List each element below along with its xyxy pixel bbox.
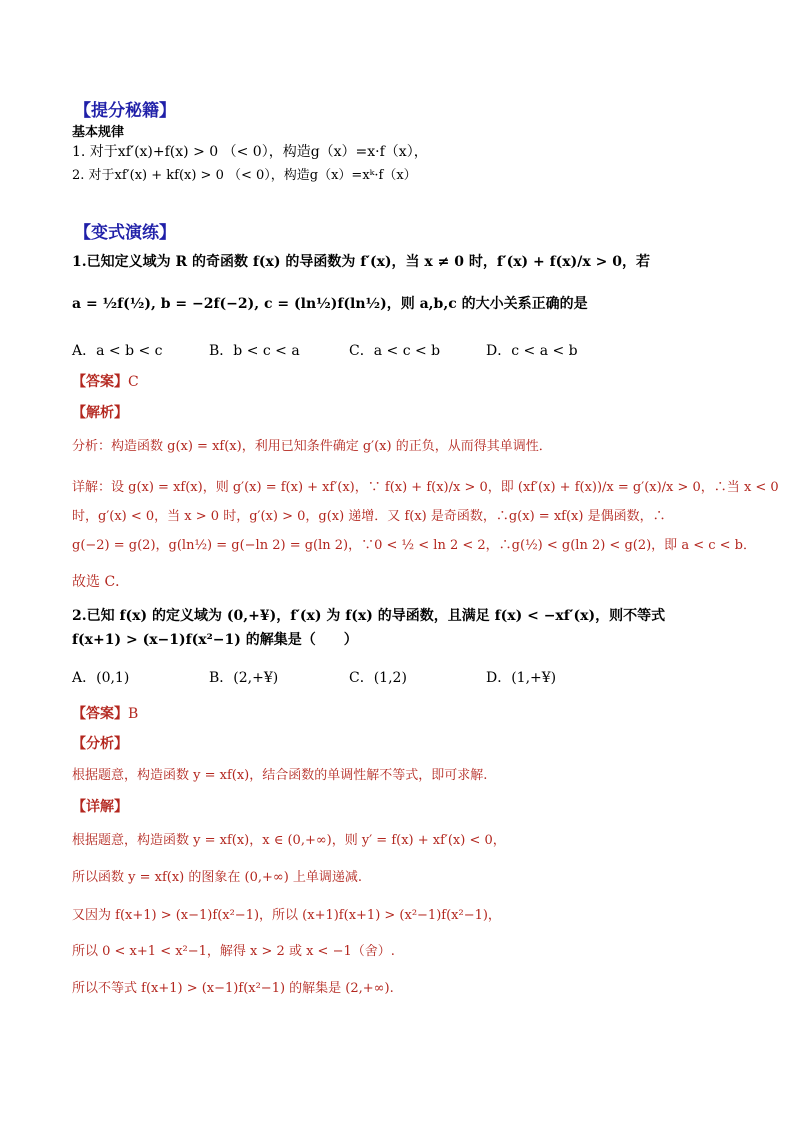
rule-2: 2. 对于xf′(x) + kf(x) > 0 （< 0），构造g（x）=xᵏ·f（x） bbox=[72, 168, 417, 183]
q1-analysis-label: 【解析】 bbox=[72, 405, 128, 421]
section-title-practice: 【变式演练】 bbox=[74, 223, 176, 243]
q1-answer bbox=[72, 371, 139, 391]
section-title-tips: 【提分秘籍】 bbox=[74, 101, 176, 121]
q2-stem-line2: f(x+1) > (x−1)f(x²−1) 的解集是（ ） bbox=[72, 632, 358, 648]
q1-stem-line1: 1.已知定义域为 R 的奇函数 f(x) 的导函数为 f′(x)，当 x ≠ 0 时，f′(x) + f(x)/x > 0，若 bbox=[72, 254, 650, 270]
q2-option-b: B．(2,+¥) bbox=[209, 670, 279, 686]
q1-answer-label: 【答案】 bbox=[72, 374, 128, 390]
q2-analysis-label: 【分析】 bbox=[72, 736, 128, 752]
q1-stem-line2: a = ½f(½), b = −2f(−2), c = (ln½)f(ln½)，则 a,b,c 的大小关系正确的是 bbox=[72, 296, 588, 312]
q2-stem-line1: 2.已知 f(x) 的定义域为 (0,+¥)，f′(x) 为 f(x) 的导函数，且满足 f(x) < −xf′(x)，则不等式 bbox=[72, 608, 666, 624]
q1-detail-line1: 详解：设 g(x) = xf(x)，则 g′(x) = f(x) + xf′(x)，∵ f(x) + f(x)/x > 0，即 (xf′(x) + f(x))/x = g′(x)/x > 0，∴当 x < 0 bbox=[72, 480, 779, 495]
q2-option-d: D．(1,+¥) bbox=[486, 670, 557, 686]
q1-option-a: A．a < b < c bbox=[72, 343, 163, 359]
q2-detail-line5: 所以不等式 f(x+1) > (x−1)f(x²−1) 的解集是 (2,+∞). bbox=[72, 981, 394, 996]
q2-answer bbox=[72, 703, 138, 723]
section-subtitle: 基本规律 bbox=[72, 125, 125, 140]
q1-conclusion: 故选 C． bbox=[72, 574, 130, 590]
q2-detail-line1: 根据题意，构造函数 y = xf(x)，x ∈ (0,+∞)，则 y′ = f(x) + xf′(x) < 0， bbox=[72, 833, 506, 848]
q1-answer-value: C bbox=[128, 374, 139, 390]
q2-analysis: 根据题意，构造函数 y = xf(x)，结合函数的单调性解不等式，即可求解. bbox=[72, 768, 488, 783]
q1-option-b: B．b < c < a bbox=[209, 343, 300, 359]
q1-detail-line3: g(−2) = g(2)，g(ln½) = g(−ln 2) = g(ln 2)，∵0 < ½ < ln 2 < 2，∴g(½) < g(ln 2) < g(2)，即 a < c < b． bbox=[72, 538, 756, 553]
rule-1: 1. 对于xf′(x)+f(x) > 0 （< 0），构造g（x）=x·f（x）， bbox=[72, 144, 428, 160]
q1-option-c: C．a < c < b bbox=[349, 343, 441, 359]
q1-detail-line2: 时，g′(x) < 0，当 x > 0 时，g′(x) > 0，g(x) 递增．又 f(x) 是奇函数，∴g(x) = xf(x) 是偶函数，∴ bbox=[72, 509, 666, 524]
q2-option-c: C．(1,2) bbox=[349, 670, 407, 686]
q2-detail-label: 【详解】 bbox=[72, 799, 128, 815]
q1-option-d: D．c < a < b bbox=[486, 343, 578, 359]
q2-detail-line2: 所以函数 y = xf(x) 的图象在 (0,+∞) 上单调递减. bbox=[72, 870, 363, 885]
q2-detail-line3: 又因为 f(x+1) > (x−1)f(x²−1)，所以 (x+1)f(x+1) > (x²−1)f(x²−1)， bbox=[72, 908, 501, 923]
q2-answer-label: 【答案】 bbox=[72, 706, 128, 722]
q1-analysis: 分析：构造函数 g(x) = xf(x)，利用已知条件确定 g′(x) 的正负，从而得其单调性． bbox=[72, 439, 552, 454]
q2-answer-value: B bbox=[128, 706, 139, 722]
q2-detail-line4: 所以 0 < x+1 < x²−1，解得 x > 2 或 x < −1（舍）. bbox=[72, 944, 395, 959]
q2-option-a: A．(0,1) bbox=[72, 670, 130, 686]
